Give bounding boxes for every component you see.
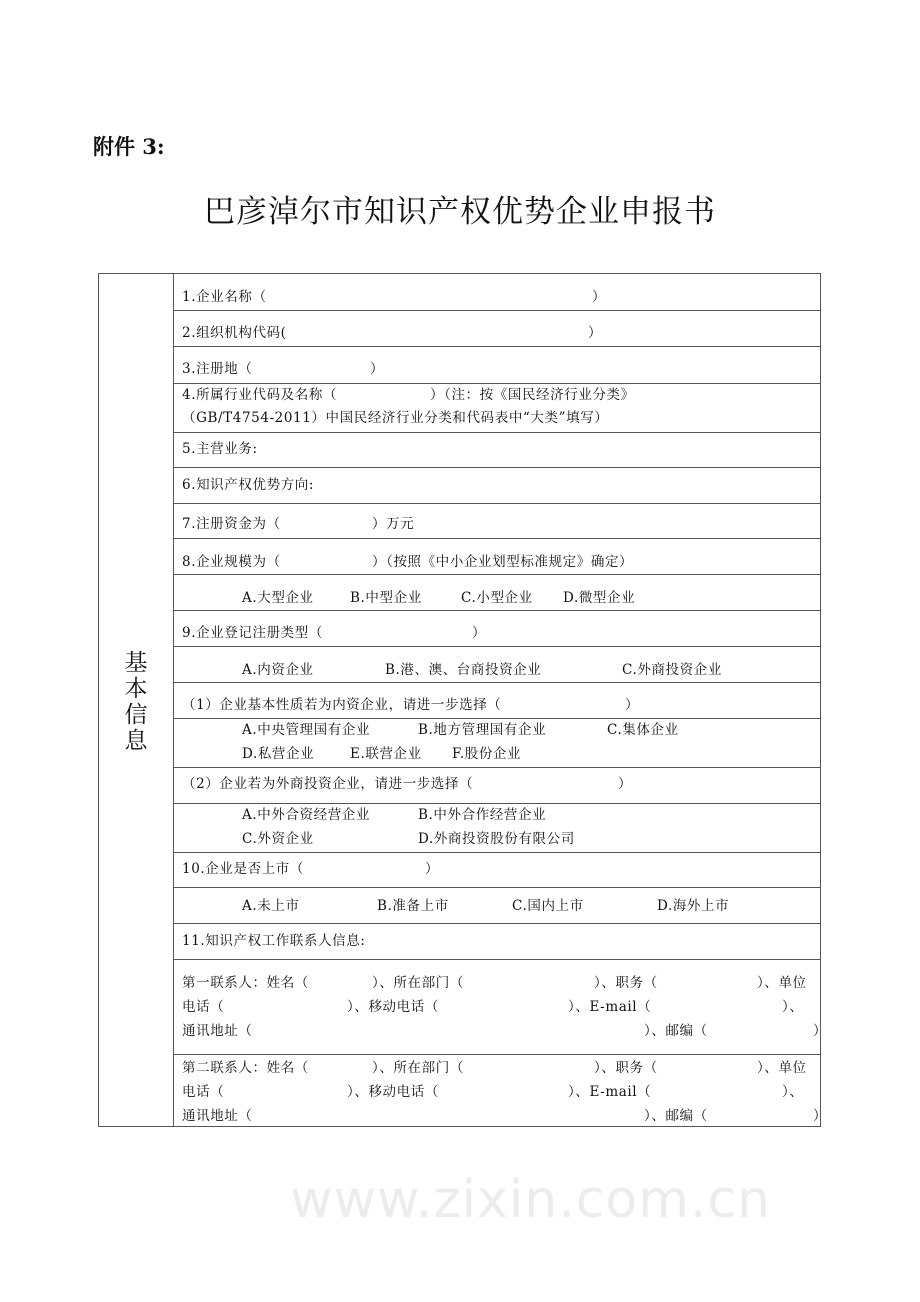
- domestic-nature-label: （1）企业基本性质若为内资企业，请进一步选择（: [182, 697, 502, 713]
- org-code-close: ）: [588, 325, 603, 341]
- listed-option-a: A.未上市: [242, 898, 300, 914]
- company-name-label: 1.企业名称（: [182, 289, 267, 305]
- row-divider: [173, 310, 820, 311]
- contact2-title: ）、职务（: [594, 1060, 658, 1076]
- attachment-label: 附件 3:: [93, 134, 165, 159]
- row-divider: [173, 346, 820, 347]
- registration-type-close: ）: [472, 625, 487, 641]
- contact2-phone: 电话（: [182, 1084, 225, 1100]
- scale-option-b: B.中型企业: [350, 590, 422, 606]
- listed-option-b: B.准备上市: [377, 898, 449, 914]
- contact1-unit: ）、单位: [757, 975, 807, 991]
- row-divider: [173, 887, 820, 888]
- row-divider: [173, 432, 820, 433]
- foreign-option-c: C.外资企业: [242, 831, 314, 847]
- domestic-option-c: C.集体企业: [607, 722, 679, 738]
- contact1-postcode-close: ）: [813, 1023, 828, 1039]
- company-scale-label: 8.企业规模为（: [182, 554, 281, 570]
- row-divider: [173, 852, 820, 853]
- contact1-phone: 电话（: [182, 999, 225, 1015]
- ip-direction-label: 6.知识产权优势方向:: [182, 477, 315, 493]
- scale-option-c: C.小型企业: [461, 590, 533, 606]
- industry-code-note: ）（注：按《国民经济行业分类》: [430, 387, 635, 403]
- row-divider: [173, 610, 820, 611]
- row-divider: [173, 467, 820, 468]
- section-cell: [99, 274, 174, 1126]
- domestic-option-f: F.股份企业: [452, 746, 522, 762]
- row-divider: [173, 574, 820, 575]
- scale-option-a: A.大型企业: [242, 590, 314, 606]
- contact1-postcode: ）、邮编（: [644, 1023, 708, 1039]
- foreign-option-d: D.外商投资股份有限公司: [418, 831, 575, 847]
- domestic-nature-close: ）: [625, 697, 640, 713]
- row-divider: [173, 803, 820, 804]
- company-scale-note: ）（按照《中小企业划型标准规定》确定）: [372, 554, 634, 570]
- reg-type-option-c: C.外商投资企业: [622, 662, 722, 678]
- contact1-title: ）、职务（: [594, 975, 658, 991]
- row-divider: [173, 646, 820, 647]
- contact1-name: 第一联系人：姓名（: [182, 975, 309, 991]
- domestic-option-b: B.地方管理国有企业: [418, 722, 547, 738]
- org-code-label: 2.组织机构代码(: [182, 325, 287, 341]
- contact1-email-close: ）、: [782, 999, 804, 1015]
- row-divider: [173, 718, 820, 719]
- contact2-name: 第二联系人：姓名（: [182, 1060, 309, 1076]
- foreign-nature-close: ）: [618, 776, 633, 792]
- scale-option-d: D.微型企业: [563, 590, 636, 606]
- row-divider: [173, 682, 820, 683]
- contact2-email: ）、E-mail（: [568, 1084, 652, 1100]
- contact2-address: 通讯地址（: [182, 1108, 253, 1124]
- contact-info-label: 11.知识产权工作联系人信息:: [182, 933, 366, 949]
- reg-type-option-b: B.港、澳、台商投资企业: [385, 662, 542, 678]
- registered-place-close: ）: [370, 361, 385, 377]
- contact1-address: 通讯地址（: [182, 1023, 253, 1039]
- industry-code-note-2: （GB/T4754-2011）中国民经济行业分类和代码表中“大类”填写）: [182, 410, 609, 426]
- listed-option-c: C.国内上市: [512, 898, 584, 914]
- foreign-option-b: B.中外合作经营企业: [418, 807, 547, 823]
- main-business-label: 5.主营业务:: [182, 441, 258, 457]
- row-divider: [173, 767, 820, 768]
- row-divider: [173, 959, 820, 960]
- row-divider: [173, 538, 820, 539]
- listed-label: 10.企业是否上市（: [182, 861, 304, 877]
- contact1-dept: ）、所在部门（: [372, 975, 464, 991]
- contact2-mobile: ）、移动电话（: [347, 1084, 439, 1100]
- row-divider: [173, 1054, 820, 1055]
- contact2-postcode-close: ）: [813, 1108, 828, 1124]
- foreign-nature-label: （2）企业若为外商投资企业，请进一步选择（: [182, 776, 474, 792]
- foreign-option-a: A.中外合资经营企业: [242, 807, 371, 823]
- contact2-unit: ）、单位: [757, 1060, 807, 1076]
- row-divider: [173, 383, 820, 384]
- reg-type-option-a: A.内资企业: [242, 662, 314, 678]
- listed-option-d: D.海外上市: [657, 898, 730, 914]
- domestic-option-d: D.私营企业: [242, 746, 315, 762]
- watermark: www.zixin.com.cn: [290, 1170, 771, 1230]
- registered-place-label: 3.注册地（: [182, 361, 253, 377]
- contact2-dept: ）、所在部门（: [372, 1060, 464, 1076]
- row-divider: [173, 923, 820, 924]
- registration-type-label: 9.企业登记注册类型（: [182, 625, 323, 641]
- contact2-email-close: ）、: [782, 1084, 804, 1100]
- section-label: 基本信息: [124, 650, 148, 754]
- domestic-option-e: E.联营企业: [350, 746, 422, 762]
- document-title: 巴彦淖尔市知识产权优势企业申报书: [204, 194, 716, 230]
- listed-close: ）: [425, 861, 440, 877]
- company-name-close: ）: [592, 289, 607, 305]
- registered-capital-label: 7.注册资金为（: [182, 516, 281, 532]
- contact1-email: ）、E-mail（: [568, 999, 652, 1015]
- row-divider: [173, 503, 820, 504]
- registered-capital-unit: ）万元: [372, 516, 415, 532]
- industry-code-label: 4.所属行业代码及名称（: [182, 387, 338, 403]
- domestic-option-a: A.中央管理国有企业: [242, 722, 371, 738]
- contact2-postcode: ）、邮编（: [644, 1108, 708, 1124]
- contact1-mobile: ）、移动电话（: [347, 999, 439, 1015]
